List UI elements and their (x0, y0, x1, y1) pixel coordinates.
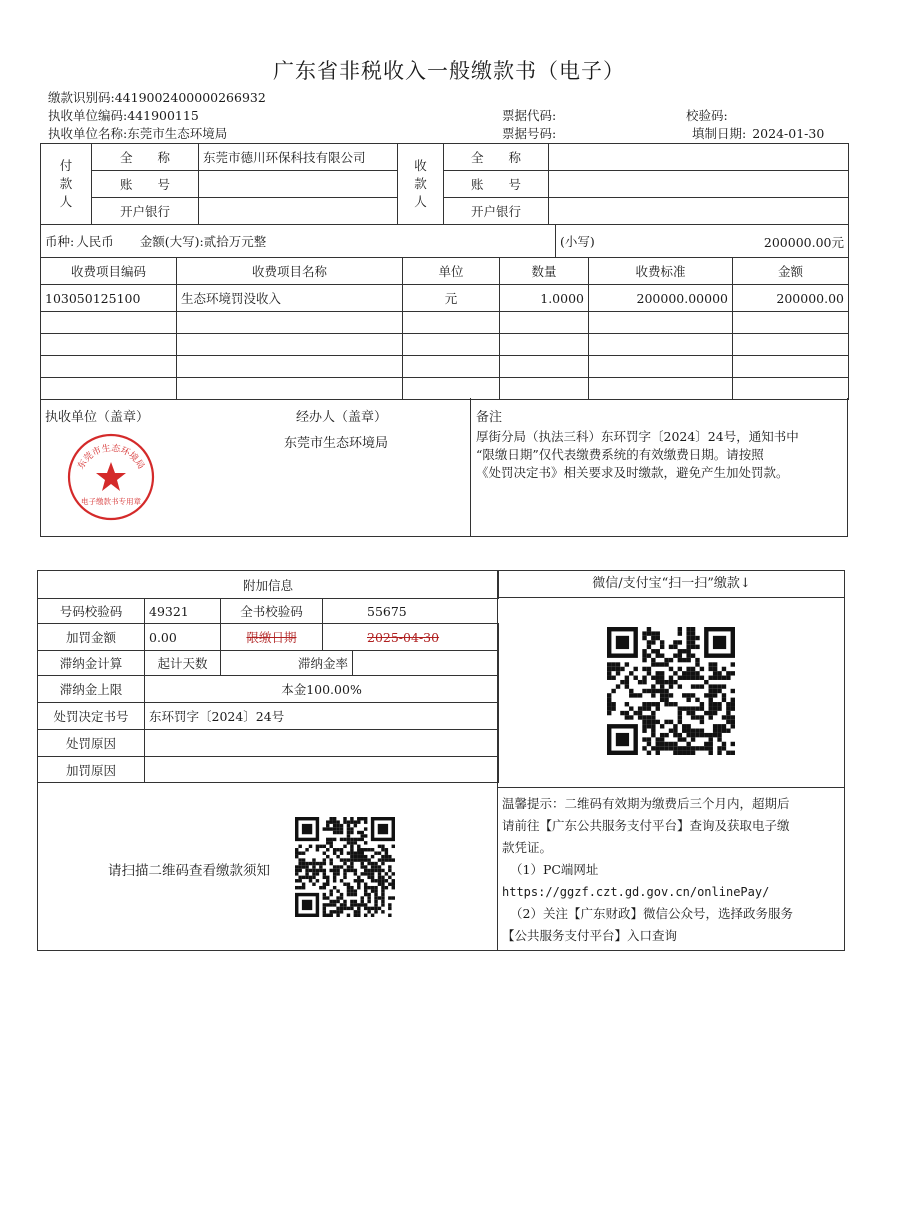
remark-line: 《处罚决定书》相关要求及时缴款，避免产生加处罚款。 (476, 465, 789, 480)
add-reason (145, 757, 499, 783)
decision: 东环罚字〔2024〕24号 (145, 703, 499, 730)
amount-upper: 贰拾万元整 (203, 234, 267, 249)
late-calc-label: 滞纳金计算 (38, 651, 145, 676)
unit-code: 441900115 (127, 108, 199, 123)
col-header: 数量 (500, 258, 589, 285)
remark-line: “限缴日期”仅代表缴费系统的有效缴费日期。请按照 (476, 447, 764, 462)
late-rate (353, 651, 499, 676)
star-icon (96, 462, 126, 491)
fill-date-label: 填制日期: (692, 126, 747, 141)
unit-code-label: 执收单位编码: (48, 108, 128, 123)
amount-table (40, 224, 849, 258)
late-rate-label: 滞纳金率 (221, 651, 353, 676)
payee-name-label: 全 称 (444, 144, 549, 171)
amount-lower-label: (小写) (560, 234, 595, 249)
reason (145, 730, 499, 757)
payer-bank (199, 198, 398, 225)
item-standard: 200000.00000 (589, 285, 733, 312)
extra-table (37, 570, 499, 783)
remark-line: 厚街分局（执法三科）东环罚字〔2024〕24号，通知书中 (476, 429, 799, 444)
ticket-code-label: 票据代码: (502, 108, 557, 123)
table-row (41, 285, 849, 312)
currency-label: 币种: (45, 234, 75, 249)
col-header: 金额 (733, 258, 849, 285)
col-header: 收费项目编码 (41, 258, 177, 285)
add-reason-label: 加罚原因 (38, 757, 145, 783)
start-days-label: 起计天数 (145, 651, 221, 676)
payer-side-label: 付款人 (41, 144, 92, 225)
payee-bank-label: 开户银行 (444, 198, 549, 225)
tip-line: 请前往【广东公共服务支付平台】查询及获取电子缴 (502, 818, 790, 833)
payer-bank-label: 开户银行 (92, 198, 199, 225)
official-seal (66, 432, 156, 522)
handler-label: 经办人（盖章） (296, 410, 388, 425)
col-header: 单位 (403, 258, 500, 285)
surcharge: 0.00 (145, 624, 221, 651)
handler: 东莞市生态环境局 (284, 436, 389, 451)
item-amount: 200000.00 (733, 285, 849, 312)
footer-divider (470, 398, 471, 537)
payee-account (549, 171, 849, 198)
ticket-no-line (502, 124, 556, 142)
full-check: 55675 (367, 603, 407, 619)
check-code-label: 校验码: (686, 108, 728, 123)
decision-label: 处罚决定书号 (38, 703, 145, 730)
amount-lower: 200000.00元 (763, 235, 844, 250)
col-header: 收费项目名称 (177, 258, 403, 285)
payment-id-label: 缴款识别码: (48, 90, 115, 105)
tip-line: 温馨提示：二维码有效期为缴费后三个月内，超期后 (502, 796, 790, 811)
tip-line: 款凭证。 (502, 840, 553, 855)
scan-notice: 请扫描二维码查看缴款须知 (108, 863, 270, 879)
qr-panel-title: 微信/支付宝“扫一扫”缴款↓ (498, 570, 845, 598)
currency: 人民币 (76, 234, 114, 249)
table-row (41, 334, 849, 356)
deadline: 2025-04-30 (367, 629, 440, 645)
check-code-line (686, 106, 728, 124)
fill-date-line (692, 124, 824, 142)
item-unit: 元 (403, 285, 500, 312)
payee-bank (549, 198, 849, 225)
full-check-label: 全书校验码 (221, 599, 323, 624)
table-row (41, 378, 849, 400)
payee-account-label: 账 号 (444, 171, 549, 198)
late-cap: 本金100.00% (145, 676, 499, 703)
payer-account-label: 账 号 (92, 171, 199, 198)
late-cap-label: 滞纳金上限 (38, 676, 145, 703)
payee-side-label: 收款人 (398, 144, 444, 225)
unit-name-label: 执收单位名称: (48, 126, 128, 141)
item-name: 生态环境罚没收入 (177, 285, 403, 312)
payment-qr-code-icon[interactable] (607, 627, 735, 755)
items-table (40, 257, 849, 400)
amount-upper-label: 金额(大写): (139, 234, 204, 249)
qr-tips (502, 793, 793, 947)
ticket-no-label: 票据号码: (502, 126, 557, 141)
payment-id: 4419002400000266932 (114, 90, 266, 105)
unit-seal-label: 执收单位（盖章） (45, 410, 150, 425)
unit-name-line (48, 124, 227, 142)
remark-text (476, 428, 799, 482)
seal-bottom-text: 电子缴款书专用章 (81, 497, 141, 506)
item-code: 103050125100 (41, 285, 177, 312)
payee-name (549, 144, 849, 171)
pc-url-link[interactable]: https://ggzf.czt.gd.gov.cn/onlinePay/ (502, 885, 770, 899)
ticket-code-line (502, 106, 556, 124)
payer-account (199, 171, 398, 198)
fill-date: 2024-01-30 (752, 126, 825, 141)
tip-line: 【公共服务支付平台】入口查询 (502, 928, 678, 943)
amount-right (556, 225, 849, 258)
col-header: 收费标准 (589, 258, 733, 285)
page-title: 广东省非税收入一般缴款书（电子） (273, 59, 625, 83)
deadline-label: 限缴日期 (221, 624, 323, 651)
table-row (41, 356, 849, 378)
seal-top-text: 东莞市生态环境局 (76, 443, 146, 472)
payer-name: 东莞市德川环保科技有限公司 (199, 144, 398, 171)
tip-line: （2）关注【广东财政】微信公众号，选择政务服务 (510, 906, 793, 921)
table-row (41, 312, 849, 334)
amount-left (41, 225, 556, 258)
notice-qr-code-icon[interactable] (295, 817, 395, 917)
unit-code-line (48, 106, 199, 124)
tip-line: （1）PC端网址 (510, 862, 599, 877)
reason-label: 处罚原因 (38, 730, 145, 757)
qr-panel-divider (498, 787, 845, 788)
remark-label: 备注 (476, 410, 503, 425)
item-qty: 1.0000 (500, 285, 589, 312)
surcharge-label: 加罚金额 (38, 624, 145, 651)
payer-name-label: 全 称 (92, 144, 199, 171)
unit-name: 东莞市生态环境局 (127, 126, 228, 141)
extra-title: 附加信息 (38, 571, 499, 599)
num-check-label: 号码校验码 (38, 599, 145, 624)
party-table (40, 143, 849, 225)
payment-id-line (48, 88, 266, 106)
num-check: 49321 (145, 599, 221, 624)
